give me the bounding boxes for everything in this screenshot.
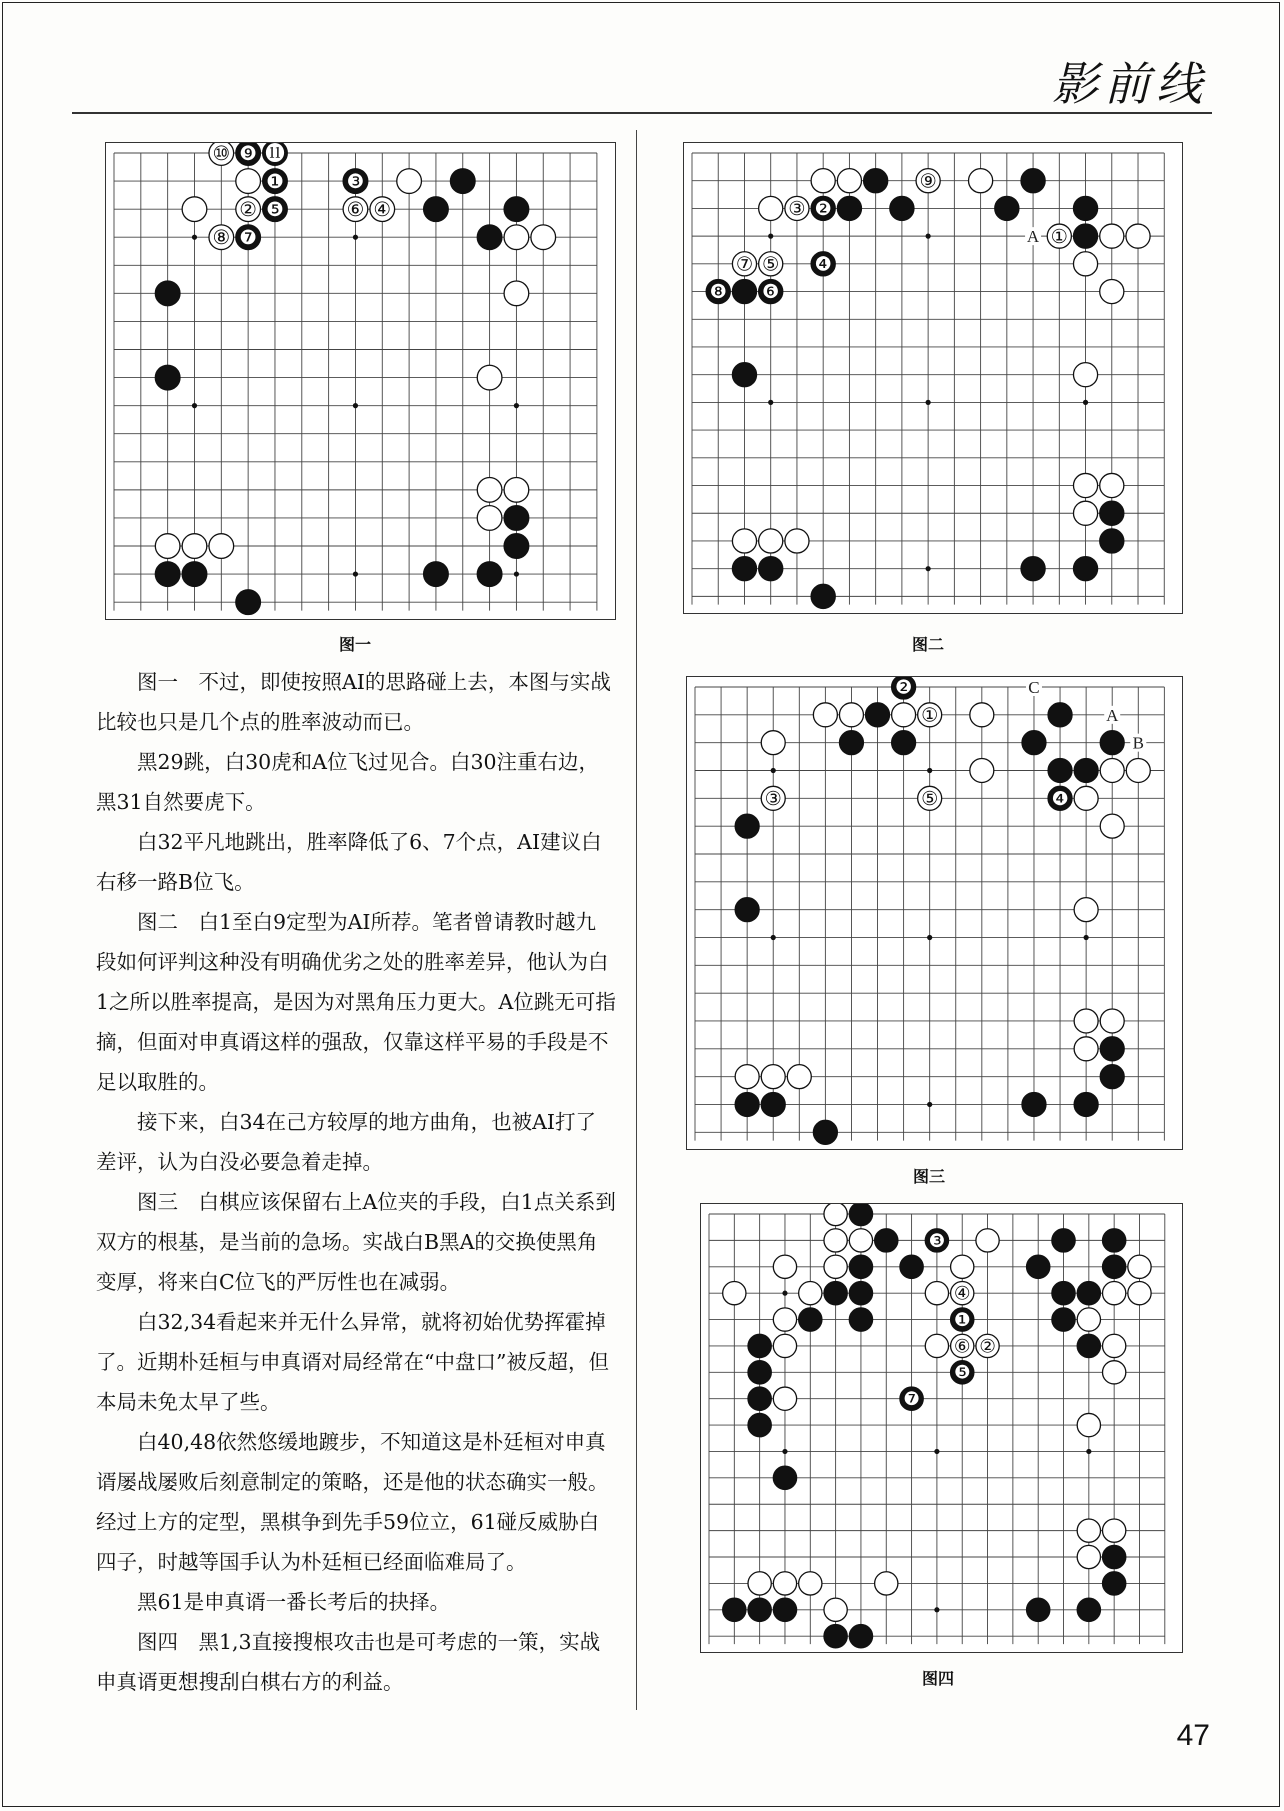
black-stone xyxy=(1100,501,1124,525)
paragraph: 接下来，白34在己方较厚的地方曲角，也被AI打了差评，认为白没必要急着走掉。 xyxy=(96,1110,596,1174)
black-stone xyxy=(1027,1255,1050,1278)
board-label: A xyxy=(1106,705,1119,725)
black-stone xyxy=(995,196,1019,220)
white-stone xyxy=(761,731,785,755)
star-point xyxy=(514,403,519,408)
black-stone xyxy=(892,731,916,755)
black-stone xyxy=(1073,557,1097,581)
black-stone xyxy=(1052,1308,1075,1331)
black-stone xyxy=(182,562,207,587)
black-stone xyxy=(424,562,449,587)
black-stone xyxy=(504,506,529,531)
black-stone xyxy=(477,225,502,250)
white-stone xyxy=(236,169,261,194)
black-stone xyxy=(732,363,756,387)
header-rule xyxy=(72,112,1212,114)
white-stone xyxy=(1128,1282,1151,1305)
star-point xyxy=(927,935,932,940)
paragraph: 黑29跳，白30虎和A位飞过见合。白30注重右边，黑31自然要虎下。 xyxy=(96,750,600,814)
move-number: ❼ xyxy=(239,226,257,250)
move-number: ⑧ xyxy=(212,226,231,250)
white-stone xyxy=(504,478,529,503)
white-stone xyxy=(799,1572,822,1595)
move-number: ❺ xyxy=(953,1362,971,1384)
paragraph: 白32,34看起来并无什么异常，就将初始优势挥霍掉了。近期朴廷桓与申真谞对局经常在“中盘口”被反超，但本局未免太早了些。 xyxy=(96,1310,609,1414)
move-number: ❸ xyxy=(928,1230,946,1252)
move-number: ⑦ xyxy=(735,252,754,276)
white-stone xyxy=(824,1204,847,1226)
white-stone xyxy=(1126,758,1150,782)
black-stone xyxy=(748,1387,771,1410)
board-svg xyxy=(687,677,1182,1149)
black-stone xyxy=(849,1282,872,1305)
black-stone xyxy=(759,557,783,581)
black-stone xyxy=(799,1308,822,1331)
figure-caption: 图二 xyxy=(912,635,945,654)
figure-caption: 图三 xyxy=(913,1167,946,1186)
star-point xyxy=(771,768,776,773)
black-stone xyxy=(732,557,756,581)
white-stone xyxy=(773,1255,796,1278)
black-stone xyxy=(1103,1572,1126,1595)
column-divider xyxy=(636,130,637,1710)
black-stone xyxy=(450,169,475,194)
board-svg xyxy=(701,1204,1182,1652)
move-number: ❶ xyxy=(266,169,284,193)
black-stone xyxy=(761,1092,785,1116)
star-point xyxy=(1084,935,1089,940)
star-point xyxy=(1086,1449,1091,1454)
white-stone xyxy=(839,703,863,727)
black-stone xyxy=(1052,1229,1075,1252)
move-number: ❶ xyxy=(953,1309,971,1331)
black-stone xyxy=(824,1625,847,1648)
black-stone xyxy=(1073,196,1097,220)
move-number: ③ xyxy=(764,786,782,810)
black-stone xyxy=(735,898,759,922)
board-label: B xyxy=(1132,733,1144,753)
move-number: ❼ xyxy=(903,1389,920,1411)
black-stone xyxy=(1100,1037,1124,1061)
star-point xyxy=(771,935,776,940)
paragraph: 白40,48依然悠缓地踱步，不知道这是朴廷桓对申真谞屡战屡败后刻意制定的策略，还是他的状态确实一般。经过上方的定型，黑棋争到先手59位立，61碰反威胁白四子，时越等国手认为朴廷桓已经面临难局了。 xyxy=(96,1430,609,1574)
magazine-title: 影前线 xyxy=(1052,57,1208,111)
black-stone xyxy=(849,1308,872,1331)
black-stone xyxy=(1048,758,1072,782)
white-stone xyxy=(875,1572,898,1595)
black-stone xyxy=(773,1466,796,1489)
move-number: ① xyxy=(921,703,939,727)
black-stone xyxy=(735,814,759,838)
move-number: ⑥ xyxy=(346,197,365,221)
star-point xyxy=(192,235,197,240)
star-point xyxy=(353,571,358,576)
white-stone xyxy=(773,1387,796,1410)
figure-caption: 图四 xyxy=(922,1669,955,1688)
move-number: ❸ xyxy=(346,169,365,193)
white-stone xyxy=(785,529,809,553)
white-stone xyxy=(748,1572,771,1595)
black-stone xyxy=(732,279,756,303)
white-stone xyxy=(477,478,502,503)
black-stone xyxy=(1022,1092,1046,1116)
move-number: ① xyxy=(1050,224,1068,248)
move-number: ⑥ xyxy=(953,1336,971,1358)
black-stone xyxy=(773,1598,796,1621)
white-stone xyxy=(477,365,502,390)
white-stone xyxy=(1073,363,1097,387)
article-text xyxy=(96,662,616,1702)
move-number: ❹ xyxy=(814,252,832,276)
star-point xyxy=(1083,400,1088,405)
black-stone xyxy=(1052,1282,1075,1305)
white-stone xyxy=(1103,1361,1126,1384)
black-stone xyxy=(748,1334,771,1357)
go-board-figure-4 xyxy=(700,1203,1183,1653)
star-point xyxy=(926,566,931,571)
black-stone xyxy=(477,562,502,587)
black-stone xyxy=(1077,1598,1100,1621)
white-stone xyxy=(951,1255,974,1278)
black-stone xyxy=(1073,224,1097,248)
white-stone xyxy=(182,197,207,222)
black-stone xyxy=(1103,1545,1126,1568)
black-stone xyxy=(1077,1282,1100,1305)
white-stone xyxy=(735,1065,759,1089)
white-stone xyxy=(925,1282,948,1305)
white-stone xyxy=(1077,1308,1100,1331)
star-point xyxy=(782,1449,787,1454)
black-stone xyxy=(813,1120,837,1144)
black-stone xyxy=(723,1598,746,1621)
black-stone xyxy=(504,534,529,559)
white-stone xyxy=(1073,473,1097,497)
paragraph: 黑61是申真谞一番长考后的抉择。 xyxy=(137,1590,451,1614)
star-point xyxy=(768,400,773,405)
move-number: ④ xyxy=(953,1283,971,1305)
paragraph: 图三 白棋应该保留右上A位夹的手段，白1点关系到双方的根基，是当前的急场。实战白B黑A的交换使黑角变厚，将来白C位飞的严厉性也在减弱。 xyxy=(96,1190,616,1294)
star-point xyxy=(514,571,519,576)
black-stone xyxy=(735,1092,759,1116)
white-stone xyxy=(970,703,994,727)
black-stone xyxy=(1027,1598,1050,1621)
board-svg xyxy=(106,143,615,619)
star-point xyxy=(934,1607,939,1612)
white-stone xyxy=(397,169,422,194)
white-stone xyxy=(970,758,994,782)
star-point xyxy=(926,234,931,239)
black-stone xyxy=(849,1255,872,1278)
move-number: ❷ xyxy=(814,197,832,221)
black-stone xyxy=(1048,703,1072,727)
white-stone xyxy=(759,529,783,553)
black-stone xyxy=(837,196,861,220)
move-number: ⑩ xyxy=(212,143,231,165)
white-stone xyxy=(723,1282,746,1305)
star-point xyxy=(934,1449,939,1454)
figure-caption: 图一 xyxy=(339,635,372,654)
white-stone xyxy=(1073,252,1097,276)
paragraph: 图四 黑1,3直接搜根攻击也是可考虑的一策，实战申真谞更想搜刮白棋右方的利益。 xyxy=(96,1630,601,1694)
black-stone xyxy=(824,1282,847,1305)
white-stone xyxy=(1077,1413,1100,1436)
move-number: ⑤ xyxy=(762,252,780,276)
paragraph: 图一 不过，即使按照AI的思路碰上去，本图与实战比较也只是几个点的胜率波动而已。 xyxy=(96,670,611,734)
white-stone xyxy=(1074,1009,1098,1033)
white-stone xyxy=(811,169,835,193)
black-stone xyxy=(236,590,261,615)
white-stone xyxy=(209,534,234,559)
white-stone xyxy=(155,534,180,559)
white-stone xyxy=(477,506,502,531)
white-stone xyxy=(773,1334,796,1357)
go-board-figure-1 xyxy=(105,142,616,620)
black-stone xyxy=(849,1204,872,1226)
white-stone xyxy=(1126,224,1150,248)
white-stone xyxy=(1100,1009,1124,1033)
page-number: 47 xyxy=(1176,1719,1210,1752)
white-stone xyxy=(1103,1334,1126,1357)
black-stone xyxy=(1077,1334,1100,1357)
black-stone xyxy=(155,562,180,587)
black-stone xyxy=(1100,731,1124,755)
white-stone xyxy=(925,1334,948,1357)
black-stone xyxy=(155,281,180,306)
move-number: ⑤ xyxy=(921,786,939,810)
black-stone xyxy=(811,584,835,608)
black-stone xyxy=(155,365,180,390)
white-stone xyxy=(969,169,993,193)
white-stone xyxy=(773,1308,796,1331)
white-stone xyxy=(732,529,756,553)
white-stone xyxy=(761,1065,785,1089)
move-number: ❷ xyxy=(895,677,913,699)
black-stone xyxy=(424,197,449,222)
white-stone xyxy=(1077,1545,1100,1568)
black-stone xyxy=(1074,758,1098,782)
white-stone xyxy=(837,169,861,193)
black-stone xyxy=(748,1598,771,1621)
white-stone xyxy=(773,1572,796,1595)
black-stone xyxy=(839,731,863,755)
move-number: ❻ xyxy=(762,280,780,304)
black-stone xyxy=(1021,169,1045,193)
black-stone xyxy=(1103,1255,1126,1278)
white-stone xyxy=(1074,786,1098,810)
white-stone xyxy=(787,1065,811,1089)
white-stone xyxy=(1074,898,1098,922)
black-stone xyxy=(1103,1229,1126,1252)
move-number: ⓫ xyxy=(265,143,285,165)
move-number: ⑨ xyxy=(919,169,937,193)
star-point xyxy=(353,403,358,408)
star-point xyxy=(927,1102,932,1107)
white-stone xyxy=(824,1598,847,1621)
move-number: ② xyxy=(979,1336,996,1358)
white-stone xyxy=(759,196,783,220)
star-point xyxy=(353,235,358,240)
white-stone xyxy=(824,1229,847,1252)
black-stone xyxy=(1022,731,1046,755)
black-stone xyxy=(1100,1065,1124,1089)
white-stone xyxy=(1100,279,1124,303)
black-stone xyxy=(748,1413,771,1436)
white-stone xyxy=(892,703,916,727)
move-number: ④ xyxy=(373,197,392,221)
black-stone xyxy=(1021,557,1045,581)
white-stone xyxy=(824,1255,847,1278)
board-svg xyxy=(684,143,1182,613)
black-stone xyxy=(866,703,890,727)
white-stone xyxy=(813,703,837,727)
white-stone xyxy=(1103,1519,1126,1542)
white-stone xyxy=(849,1229,872,1252)
black-stone xyxy=(1074,1092,1098,1116)
black-stone xyxy=(890,196,914,220)
star-point xyxy=(782,1291,787,1296)
white-stone xyxy=(1074,1037,1098,1061)
star-point xyxy=(768,234,773,239)
white-stone xyxy=(1103,1282,1126,1305)
board-label: A xyxy=(1026,227,1040,247)
move-number: ❾ xyxy=(239,143,257,165)
star-point xyxy=(926,400,931,405)
white-stone xyxy=(799,1282,822,1305)
black-stone xyxy=(748,1361,771,1384)
black-stone xyxy=(900,1255,923,1278)
white-stone xyxy=(1128,1255,1151,1278)
go-board-figure-2 xyxy=(683,142,1183,614)
white-stone xyxy=(1100,224,1124,248)
board-label: C xyxy=(1028,678,1040,697)
white-stone xyxy=(1100,814,1124,838)
white-stone xyxy=(1073,501,1097,525)
go-board-figure-3 xyxy=(686,676,1183,1150)
move-number: ❺ xyxy=(266,197,284,221)
white-stone xyxy=(976,1229,999,1252)
white-stone xyxy=(531,225,556,250)
move-number: ② xyxy=(239,197,257,221)
move-number: ❽ xyxy=(709,280,727,304)
white-stone xyxy=(1077,1519,1100,1542)
white-stone xyxy=(504,281,529,306)
paragraph: 图二 白1至白9定型为AI所荐。笔者曾请教时越九段如何评判这种没有明确优劣之处的胜率差异，他认为白1之所以胜率提高，是因为对黑角压力更大。A位跳无可指摘，但面对申真谞这样的强敌，仅靠这样平易的手段是不足以取胜的。 xyxy=(96,910,616,1094)
star-point xyxy=(192,403,197,408)
white-stone xyxy=(1100,758,1124,782)
move-number: ③ xyxy=(788,197,806,221)
white-stone xyxy=(182,534,207,559)
white-stone xyxy=(1100,473,1124,497)
black-stone xyxy=(849,1625,872,1648)
white-stone xyxy=(504,225,529,250)
black-stone xyxy=(864,169,888,193)
black-stone xyxy=(875,1229,898,1252)
paragraph: 白32平凡地跳出，胜率降低了6、7个点，AI建议白右移一路B位飞。 xyxy=(96,830,602,894)
black-stone xyxy=(504,197,529,222)
move-number: ❹ xyxy=(1051,786,1069,810)
black-stone xyxy=(1100,529,1124,553)
star-point xyxy=(927,768,932,773)
